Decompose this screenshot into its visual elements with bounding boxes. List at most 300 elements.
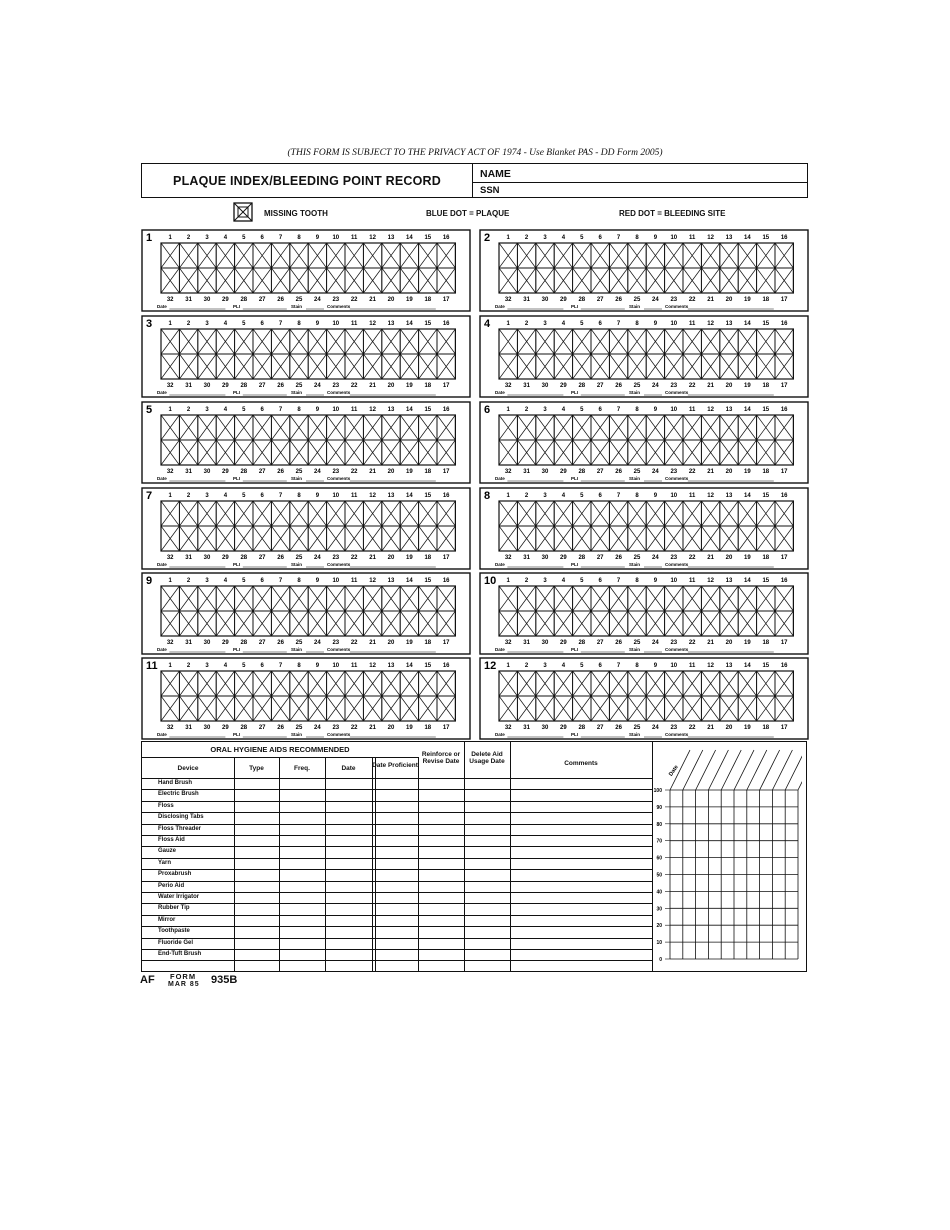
progress-graph <box>652 742 802 971</box>
tooth-number-bottom: 21 <box>707 383 714 389</box>
device-label: Rubber Tip <box>158 905 190 912</box>
panel-footer-label: Comments <box>327 647 351 652</box>
tooth-number-bottom: 27 <box>596 555 604 561</box>
tooth-number-bottom: 17 <box>442 725 450 731</box>
panel-footer-label: PLI <box>571 304 579 309</box>
panel-footer-label: Date <box>157 304 167 309</box>
tooth-number-bottom: 31 <box>185 469 192 475</box>
tooth-number-top: 2 <box>186 493 191 499</box>
tooth-number-bottom: 27 <box>258 725 266 731</box>
tooth-number-bottom: 21 <box>369 383 376 389</box>
tooth-number-top: 13 <box>387 493 395 499</box>
tooth-number-top: 4 <box>561 663 566 669</box>
tooth-number-top: 4 <box>223 235 228 241</box>
tooth-number-bottom: 27 <box>258 383 266 389</box>
tooth-number-bottom: 27 <box>258 555 266 561</box>
table-row[interactable] <box>142 903 652 904</box>
panel-number: 9 <box>146 575 153 587</box>
header-date: Date <box>341 765 356 772</box>
panel-footer-label: PLI <box>233 476 241 481</box>
tooth-number-top: 5 <box>580 663 584 669</box>
panel-footer-label: PLI <box>233 647 241 652</box>
tooth-number-bottom: 24 <box>314 555 321 561</box>
table-row[interactable] <box>142 824 652 825</box>
tooth-number-bottom: 27 <box>596 725 604 731</box>
tooth-number-bottom: 26 <box>277 640 284 646</box>
tooth-number-top: 16 <box>442 235 450 241</box>
panel-number: 8 <box>484 490 491 502</box>
tooth-number-top: 3 <box>205 407 209 413</box>
tooth-number-top: 14 <box>406 235 413 241</box>
form-prefix: AF <box>140 974 155 986</box>
tooth-number-bottom: 20 <box>725 469 733 475</box>
tooth-number-bottom: 32 <box>504 640 512 646</box>
tooth-number-top: 4 <box>561 407 566 413</box>
tooth-number-top: 8 <box>635 578 639 584</box>
tooth-number-top: 14 <box>744 235 751 241</box>
tooth-number-top: 3 <box>543 407 547 413</box>
tooth-number-bottom: 18 <box>762 297 770 303</box>
table-row[interactable] <box>142 960 652 961</box>
tooth-number-top: 1 <box>506 493 510 499</box>
header-reinforce: Reinforce or Revise Date <box>421 751 461 765</box>
tooth-number-bottom: 29 <box>560 383 567 389</box>
tooth-number-top: 7 <box>278 578 283 584</box>
tooth-number-bottom: 19 <box>406 725 413 731</box>
tooth-number-bottom: 29 <box>560 725 567 731</box>
tooth-number-top: 15 <box>762 663 770 669</box>
tooth-number-top: 11 <box>689 663 696 669</box>
tooth-number-top: 14 <box>406 578 413 584</box>
tooth-number-bottom: 31 <box>523 383 530 389</box>
graph-y-label: 10 <box>656 940 662 947</box>
tooth-number-bottom: 31 <box>185 555 192 561</box>
tooth-number-top: 2 <box>524 578 529 584</box>
tooth-number-bottom: 23 <box>332 725 340 731</box>
tooth-number-top: 6 <box>260 493 264 499</box>
tooth-number-top: 13 <box>725 663 733 669</box>
privacy-notice: (THIS FORM IS SUBJECT TO THE PRIVACY ACT OF 1974 - Use Blanket PAS - DD Form 2005) <box>287 148 663 158</box>
panel-footer-label: Comments <box>665 476 689 481</box>
tooth-number-top: 1 <box>506 235 510 241</box>
tooth-number-bottom: 30 <box>203 383 211 389</box>
tooth-number-top: 7 <box>278 663 283 669</box>
tooth-number-bottom: 27 <box>596 297 604 303</box>
tooth-number-top: 7 <box>616 493 621 499</box>
tooth-number-bottom: 23 <box>670 383 678 389</box>
graph-y-label: 30 <box>656 906 662 913</box>
panel-footer-label: PLI <box>571 562 579 567</box>
tooth-number-top: 11 <box>351 493 358 499</box>
tooth-number-top: 3 <box>205 493 209 499</box>
tooth-number-top: 15 <box>762 235 770 241</box>
panel-footer-label: Stain <box>291 304 303 309</box>
form-number: 935B <box>211 974 238 986</box>
table-row[interactable] <box>142 846 652 847</box>
tooth-number-top: 14 <box>406 663 413 669</box>
tooth-chart-panel <box>141 401 471 484</box>
tooth-number-bottom: 32 <box>504 469 512 475</box>
tooth-number-top: 14 <box>406 493 413 499</box>
tooth-number-top: 8 <box>635 407 639 413</box>
tooth-number-top: 2 <box>524 663 529 669</box>
tooth-number-bottom: 22 <box>350 297 358 303</box>
tooth-number-top: 1 <box>168 321 172 327</box>
tooth-number-top: 12 <box>369 321 376 327</box>
tooth-number-bottom: 23 <box>332 469 340 475</box>
tooth-number-bottom: 22 <box>350 725 358 731</box>
panel-number: 10 <box>484 575 497 587</box>
tooth-number-top: 10 <box>332 493 340 499</box>
panel-footer-label: PLI <box>571 390 579 395</box>
missing-tooth-label: MISSING TOOTH <box>264 209 328 218</box>
tooth-number-bottom: 24 <box>652 555 659 561</box>
table-row[interactable] <box>142 892 652 893</box>
panel-number: 12 <box>484 660 497 672</box>
tooth-number-top: 16 <box>780 663 788 669</box>
tooth-number-bottom: 20 <box>387 297 395 303</box>
tooth-number-bottom: 19 <box>406 383 413 389</box>
tooth-number-bottom: 18 <box>762 640 770 646</box>
tooth-number-bottom: 22 <box>688 555 696 561</box>
tooth-number-top: 9 <box>653 407 658 413</box>
tooth-number-bottom: 21 <box>369 725 376 731</box>
tooth-number-bottom: 30 <box>203 640 211 646</box>
tooth-number-bottom: 24 <box>314 383 321 389</box>
tooth-number-top: 6 <box>598 578 602 584</box>
panel-footer-label: Stain <box>291 647 303 652</box>
tooth-number-bottom: 25 <box>633 640 641 646</box>
graph-y-label: 60 <box>656 855 662 862</box>
tooth-number-bottom: 29 <box>222 469 229 475</box>
tooth-number-bottom: 19 <box>406 640 413 646</box>
header-type: Type <box>249 765 264 772</box>
tooth-number-top: 6 <box>260 578 264 584</box>
tooth-number-bottom: 21 <box>369 640 376 646</box>
tooth-number-bottom: 19 <box>744 297 751 303</box>
panel-number: 3 <box>146 318 153 330</box>
graph-y-label: 40 <box>656 889 662 896</box>
panel-footer-label: Stain <box>629 647 641 652</box>
tooth-number-top: 15 <box>424 321 432 327</box>
tooth-number-bottom: 24 <box>652 640 659 646</box>
tooth-number-top: 2 <box>186 663 191 669</box>
tooth-number-top: 11 <box>351 321 358 327</box>
tooth-number-bottom: 28 <box>578 297 586 303</box>
tooth-number-top: 5 <box>242 235 246 241</box>
tooth-number-top: 2 <box>186 578 191 584</box>
tooth-number-bottom: 18 <box>424 297 432 303</box>
header-delete: Delete Aid Usage Date <box>469 751 505 765</box>
device-label: Toothpaste <box>158 928 190 935</box>
table-row[interactable] <box>142 949 652 950</box>
panel-footer-label: Comments <box>327 562 351 567</box>
tooth-chart-panel <box>141 487 471 570</box>
tooth-number-top: 11 <box>689 235 696 241</box>
device-label: Water Irrigator <box>158 894 200 900</box>
tooth-number-bottom: 23 <box>670 725 678 731</box>
tooth-number-top: 1 <box>506 321 510 327</box>
tooth-number-bottom: 22 <box>688 383 696 389</box>
panel-footer-label: Comments <box>665 304 689 309</box>
tooth-number-top: 2 <box>186 321 191 327</box>
tooth-number-top: 3 <box>205 578 209 584</box>
tooth-number-top: 13 <box>387 407 395 413</box>
tooth-number-top: 4 <box>223 321 228 327</box>
tooth-number-top: 1 <box>168 493 172 499</box>
panel-footer-label: Date <box>157 476 167 481</box>
table-row[interactable] <box>142 881 652 882</box>
tooth-number-bottom: 19 <box>406 555 413 561</box>
tooth-number-top: 14 <box>744 321 751 327</box>
tooth-number-top: 13 <box>387 578 395 584</box>
tooth-number-bottom: 19 <box>406 297 413 303</box>
tooth-number-top: 15 <box>424 663 432 669</box>
tooth-number-bottom: 20 <box>387 383 395 389</box>
tooth-chart-panel <box>141 657 471 740</box>
tooth-number-bottom: 18 <box>762 469 770 475</box>
device-label: Perio Aid <box>158 882 185 889</box>
tooth-number-bottom: 31 <box>523 725 530 731</box>
table-row[interactable] <box>142 835 652 836</box>
missing-tooth-icon <box>233 202 253 222</box>
tooth-number-bottom: 30 <box>541 297 549 303</box>
tooth-number-top: 2 <box>186 235 191 241</box>
table-row[interactable] <box>142 926 652 927</box>
tooth-number-bottom: 24 <box>314 725 321 731</box>
panel-footer-label: Date <box>157 390 167 395</box>
table-row[interactable] <box>142 801 652 802</box>
form-id <box>140 970 280 992</box>
tooth-number-bottom: 18 <box>424 640 432 646</box>
tooth-number-bottom: 23 <box>670 640 678 646</box>
device-label: Floss Threader <box>158 825 202 832</box>
tooth-number-top: 10 <box>670 235 678 241</box>
tooth-number-top: 16 <box>780 493 788 499</box>
form-title: PLAQUE INDEX/BLEEDING POINT RECORD <box>173 173 441 188</box>
tooth-number-top: 10 <box>332 235 340 241</box>
device-label: Gauze <box>158 848 177 855</box>
table-row[interactable] <box>142 869 652 870</box>
tooth-number-top: 7 <box>278 321 283 327</box>
graph-y-label: 80 <box>656 821 662 828</box>
tooth-number-top: 7 <box>616 663 621 669</box>
tooth-number-top: 6 <box>598 235 602 241</box>
tooth-number-top: 2 <box>524 235 529 241</box>
tooth-number-top: 4 <box>223 407 228 413</box>
device-label: Disclosing Tabs <box>158 814 204 821</box>
tooth-number-top: 10 <box>670 493 678 499</box>
tooth-number-top: 13 <box>387 321 395 327</box>
panel-footer-label: Comments <box>327 732 351 737</box>
tooth-number-bottom: 24 <box>652 383 659 389</box>
tooth-number-bottom: 24 <box>652 725 659 731</box>
tooth-number-bottom: 19 <box>744 555 751 561</box>
tooth-number-bottom: 28 <box>240 725 248 731</box>
panel-footer-label: PLI <box>233 390 241 395</box>
ssn-label: SSN <box>480 185 500 196</box>
tooth-number-bottom: 22 <box>350 383 358 389</box>
tooth-chart-panel <box>479 229 809 312</box>
tooth-number-top: 12 <box>707 493 714 499</box>
tooth-number-bottom: 29 <box>222 383 229 389</box>
graph-y-label: 100 <box>653 788 662 794</box>
tooth-number-bottom: 32 <box>166 640 174 646</box>
tooth-number-bottom: 28 <box>578 640 586 646</box>
tooth-number-top: 5 <box>580 407 584 413</box>
tooth-number-top: 12 <box>707 578 714 584</box>
tooth-number-top: 13 <box>725 235 733 241</box>
tooth-number-top: 16 <box>442 407 450 413</box>
tooth-number-bottom: 30 <box>541 555 549 561</box>
tooth-number-top: 1 <box>168 407 172 413</box>
table-row[interactable] <box>142 938 652 939</box>
tooth-number-top: 8 <box>297 235 301 241</box>
tooth-number-bottom: 30 <box>541 725 549 731</box>
tooth-number-bottom: 32 <box>504 383 512 389</box>
tooth-chart-panel <box>479 487 809 570</box>
tooth-number-bottom: 17 <box>442 640 450 646</box>
tooth-number-bottom: 25 <box>295 640 303 646</box>
tooth-number-bottom: 32 <box>504 555 512 561</box>
tooth-number-bottom: 21 <box>369 555 376 561</box>
tooth-number-bottom: 20 <box>725 555 733 561</box>
tooth-number-bottom: 21 <box>707 725 714 731</box>
tooth-number-bottom: 25 <box>633 555 641 561</box>
tooth-number-top: 4 <box>561 578 566 584</box>
form-word: FORM <box>170 972 197 981</box>
tooth-number-top: 4 <box>561 493 566 499</box>
panel-footer-label: Stain <box>629 390 641 395</box>
panel-number: 11 <box>146 660 158 672</box>
tooth-number-top: 12 <box>707 407 714 413</box>
tooth-number-bottom: 17 <box>780 383 788 389</box>
tooth-number-bottom: 18 <box>424 383 432 389</box>
tooth-number-bottom: 27 <box>258 469 266 475</box>
tooth-number-top: 7 <box>278 493 283 499</box>
tooth-number-top: 1 <box>168 663 172 669</box>
tooth-number-bottom: 22 <box>688 725 696 731</box>
tooth-number-bottom: 26 <box>615 725 622 731</box>
tooth-number-top: 5 <box>580 578 584 584</box>
tooth-number-top: 5 <box>580 235 584 241</box>
tooth-number-bottom: 24 <box>652 469 659 475</box>
tooth-number-top: 3 <box>205 663 209 669</box>
graph-y-label: 50 <box>656 872 662 879</box>
tooth-number-top: 11 <box>351 407 358 413</box>
tooth-number-top: 10 <box>332 407 340 413</box>
tooth-number-top: 10 <box>332 663 340 669</box>
tooth-number-top: 16 <box>780 235 788 241</box>
table-row[interactable] <box>142 812 652 813</box>
tooth-number-top: 1 <box>506 663 510 669</box>
tooth-number-top: 15 <box>424 493 432 499</box>
tooth-number-top: 15 <box>762 321 770 327</box>
tooth-number-bottom: 27 <box>258 640 266 646</box>
tooth-number-bottom: 25 <box>295 383 303 389</box>
graph-date-label: Date <box>668 764 680 778</box>
tooth-number-bottom: 17 <box>780 297 788 303</box>
tooth-number-top: 6 <box>598 407 602 413</box>
tooth-number-top: 8 <box>635 321 639 327</box>
tooth-number-top: 8 <box>635 663 639 669</box>
tooth-number-top: 2 <box>524 493 529 499</box>
header-device: Device <box>177 765 199 772</box>
table-row[interactable] <box>142 915 652 916</box>
device-label: Floss Aid <box>158 837 185 843</box>
tooth-number-top: 9 <box>653 235 658 241</box>
tooth-number-bottom: 25 <box>295 469 303 475</box>
tooth-chart-panel <box>479 572 809 655</box>
table-row[interactable] <box>142 858 652 859</box>
tooth-number-bottom: 18 <box>424 725 432 731</box>
tooth-number-top: 13 <box>725 493 733 499</box>
tooth-number-top: 16 <box>442 321 450 327</box>
tooth-number-top: 14 <box>406 407 413 413</box>
panel-footer-label: PLI <box>233 304 241 309</box>
tooth-number-bottom: 23 <box>670 297 678 303</box>
tooth-number-bottom: 27 <box>596 640 604 646</box>
tooth-number-bottom: 28 <box>578 469 586 475</box>
tooth-number-top: 2 <box>524 407 529 413</box>
tooth-number-bottom: 32 <box>166 383 174 389</box>
oral-hygiene-section <box>141 741 807 972</box>
tooth-number-bottom: 18 <box>762 555 770 561</box>
tooth-number-top: 10 <box>670 578 678 584</box>
tooth-number-bottom: 23 <box>670 555 678 561</box>
tooth-number-top: 3 <box>543 235 547 241</box>
panel-footer-label: Stain <box>629 562 641 567</box>
tooth-number-bottom: 18 <box>424 469 432 475</box>
panel-footer-label: Comments <box>665 390 689 395</box>
tooth-number-bottom: 30 <box>203 297 211 303</box>
tooth-number-bottom: 21 <box>707 297 714 303</box>
form-header <box>141 163 808 198</box>
tooth-number-top: 5 <box>242 578 246 584</box>
tooth-number-top: 13 <box>725 578 733 584</box>
tooth-number-top: 11 <box>351 578 358 584</box>
tooth-number-bottom: 32 <box>166 469 174 475</box>
tooth-number-bottom: 21 <box>707 555 714 561</box>
graph-y-label: 70 <box>656 838 662 845</box>
tooth-number-bottom: 30 <box>541 383 549 389</box>
panel-footer-label: Date <box>495 304 505 309</box>
tooth-number-top: 6 <box>260 321 264 327</box>
table-row[interactable] <box>142 789 652 790</box>
tooth-number-bottom: 30 <box>541 469 549 475</box>
panel-footer-label: Comments <box>665 647 689 652</box>
tooth-number-top: 8 <box>297 578 301 584</box>
tooth-number-bottom: 23 <box>332 383 340 389</box>
graph-y-label: 90 <box>656 804 662 811</box>
tooth-number-top: 3 <box>543 578 547 584</box>
panel-number: 4 <box>484 318 491 330</box>
tooth-number-bottom: 25 <box>633 469 641 475</box>
tooth-number-top: 13 <box>387 235 395 241</box>
tooth-number-top: 14 <box>744 578 751 584</box>
tooth-number-top: 6 <box>598 663 602 669</box>
name-label: NAME <box>480 168 511 180</box>
tooth-number-top: 4 <box>223 578 228 584</box>
panel-number: 1 <box>146 232 153 244</box>
tooth-number-bottom: 26 <box>277 469 284 475</box>
tooth-number-top: 9 <box>653 578 658 584</box>
tooth-chart-panel <box>141 315 471 398</box>
tooth-number-top: 2 <box>524 321 529 327</box>
tooth-number-bottom: 25 <box>633 383 641 389</box>
tooth-number-bottom: 22 <box>350 640 358 646</box>
tooth-number-top: 12 <box>707 235 714 241</box>
